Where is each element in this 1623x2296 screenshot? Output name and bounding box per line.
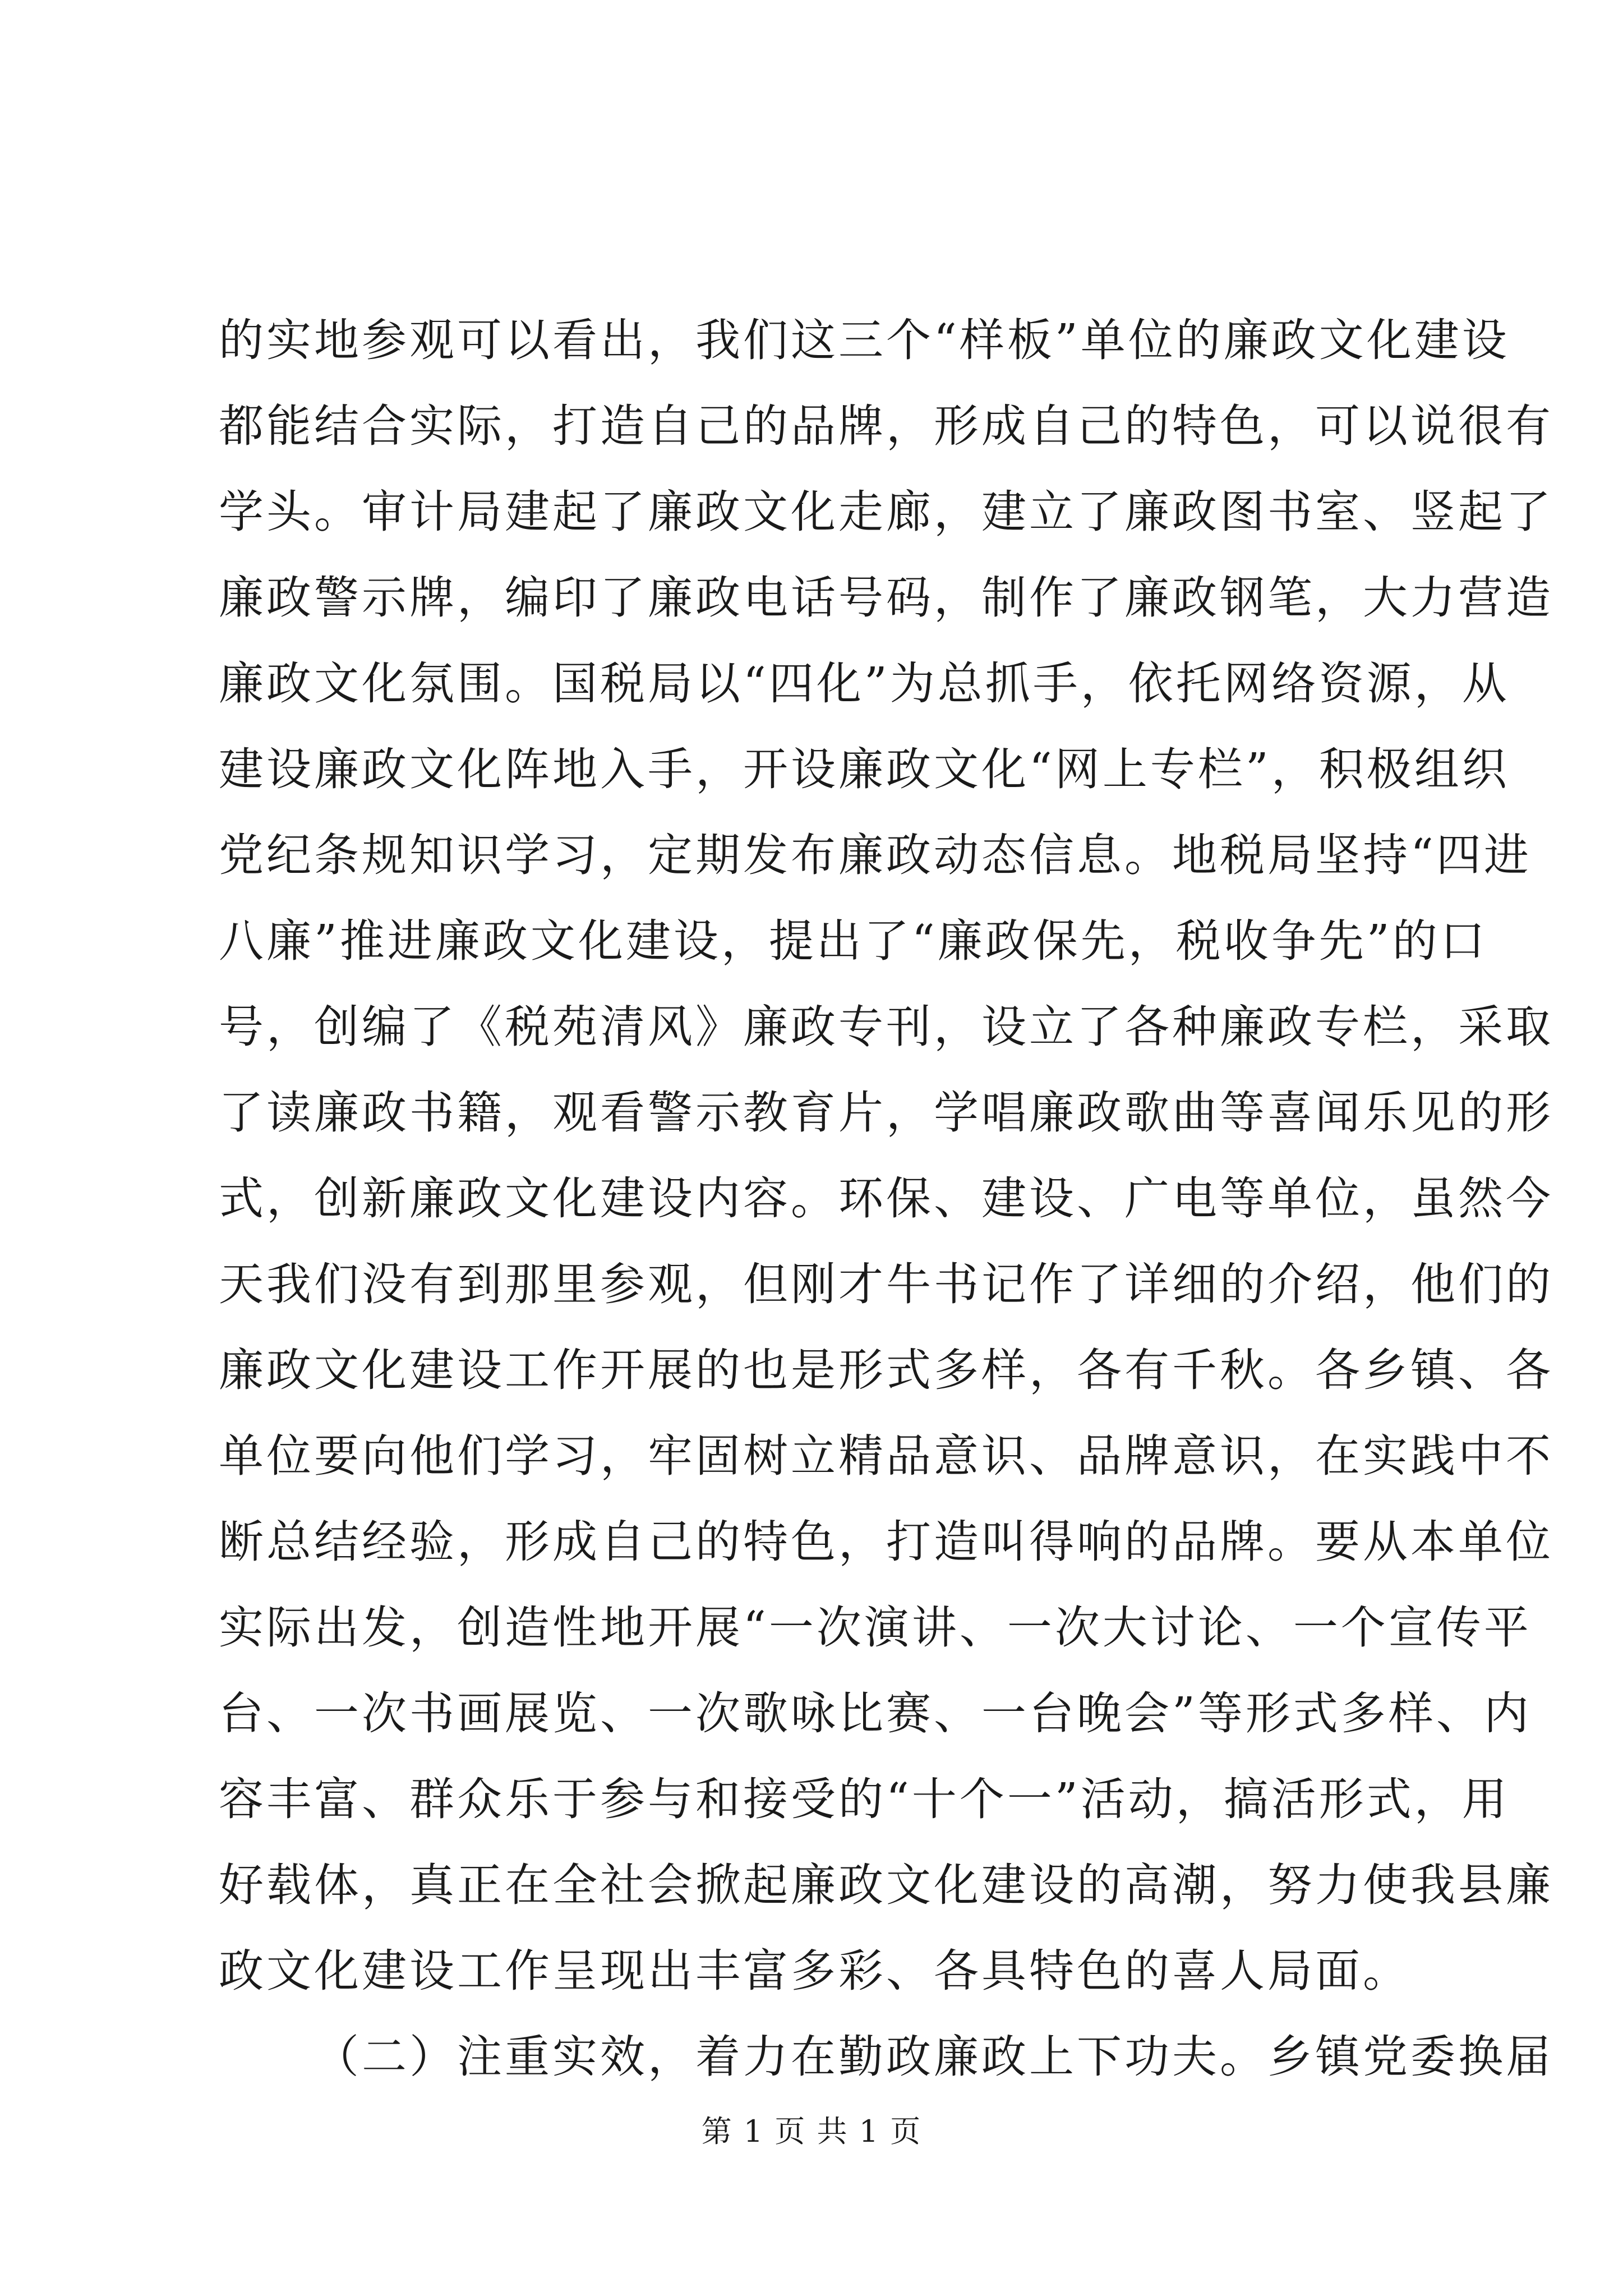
document-body — [219, 297, 1553, 2100]
text-line: 建设廉政文化阵地入手，开设廉政文化“网上专栏”，积极组织 — [219, 743, 1510, 795]
text-line: 好载体，真正在全社会掀起廉政文化建设的高潮，努力使我县廉 — [219, 1859, 1553, 1911]
text-line: 单位要向他们学习，牢固树立精品意识、品牌意识，在实践中不 — [219, 1430, 1553, 1482]
text-line: 廉政警示牌，编印了廉政电话号码，制作了廉政钢笔，大力营造 — [219, 572, 1553, 624]
text-line: 党纪条规知识学习，定期发布廉政动态信息。地税局坚持“四进 — [219, 829, 1532, 881]
text-line: 实际出发，创造性地开展“一次演讲、一次大讨论、一个宣传平 — [219, 1602, 1532, 1654]
text-line: 的实地参观可以看出，我们这三个“样板”单位的廉政文化建设 — [219, 314, 1510, 366]
text-line: 都能结合实际，打造自己的品牌，形成自己的特色，可以说很有 — [219, 400, 1553, 452]
text-line: 廉政文化建设工作开展的也是形式多样，各有千秋。各乡镇、各 — [219, 1344, 1553, 1396]
text-line: 了读廉政书籍，观看警示教育片，学唱廉政歌曲等喜闻乐见的形 — [219, 1087, 1553, 1139]
text-line: 式，创新廉政文化建设内容。环保、建设、广电等单位，虽然今 — [219, 1172, 1553, 1225]
text-line: 容丰富、群众乐于参与和接受的“十个一”活动，搞活形式，用 — [219, 1773, 1510, 1825]
text-line: 天我们没有到那里参观，但刚才牛书记作了详细的介绍，他们的 — [219, 1258, 1553, 1310]
text-line: 台、一次书画展览、一次歌咏比赛、一台晚会”等形式多样、内 — [219, 1687, 1532, 1740]
text-line: 学头。审计局建起了廉政文化走廊，建立了廉政图书室、竖起了 — [219, 486, 1553, 538]
text-line: 号，创编了《税苑清风》廉政专刊，设立了各种廉政专栏，采取 — [219, 1001, 1553, 1053]
page-footer: 第 1 页 共 1 页 — [701, 2114, 922, 2149]
text-line: 八廉”推进廉政文化建设，提出了“廉政保先，税收争先”的口 — [219, 915, 1488, 967]
text-line: 廉政文化氛围。国税局以“四化”为总抓手，依托网络资源，从 — [219, 657, 1510, 710]
paragraph-end-line: 政文化建设工作呈现出丰富多彩、各具特色的喜人局面。 — [219, 1945, 1410, 1997]
text-line: 断总结经验，形成自己的特色，打造叫得响的品牌。要从本单位 — [219, 1516, 1553, 1568]
section-heading-line: （二）注重实效，着力在勤政廉政上下功夫。乡镇党委换届 — [314, 2031, 1553, 2083]
